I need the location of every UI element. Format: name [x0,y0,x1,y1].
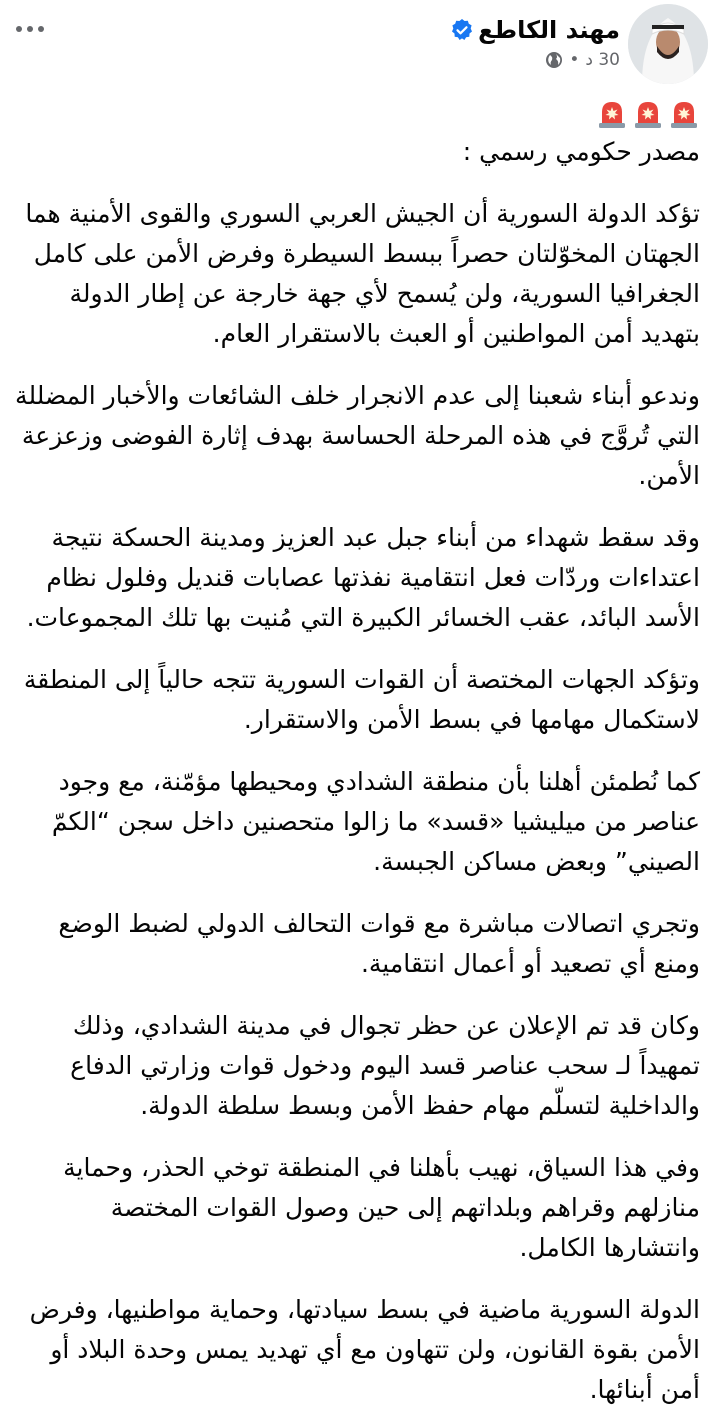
post-paragraph [20,904,700,984]
post-paragraph [20,1148,700,1268]
dot [27,26,33,32]
paragraph-line: الأمن بقوة القانون، ولن تتهاون مع أي تهديد يمس وحدة البلاد أو [50,1335,700,1364]
paragraph-line: لاستكمال مهامها في بسط الأمن والاستقرار. [243,705,700,734]
post-subtitle: مصدر حكومي رسمي : [462,137,700,166]
post-paragraph [20,1290,700,1410]
paragraph-line: الأسد البائد، عقب الخسائر الكبيرة التي مُنيت بها تلك المجموعات. [26,603,700,632]
meta-separator: • [569,50,580,70]
paragraph-line: والداخلية لتسلّم مهام حفظ الأمن وبسط سلطة الدولة. [140,1091,700,1120]
paragraph-line: وانتشارها الكامل. [519,1233,700,1262]
globe-icon [545,51,563,69]
post-paragraph [20,194,700,354]
paragraph-line: الجغرافيا السورية، ولن يُسمح لأي جهة خارجة عن إطار الدولة [69,279,700,308]
paragraph-line: الأمن. [638,461,700,490]
post-time[interactable]: 30 د [585,50,620,70]
police-siren-icon [632,98,664,130]
verified-badge-icon [450,18,474,42]
author-avatar[interactable] [628,4,708,84]
paragraph-line: كما نُطمئن أهلنا بأن منطقة الشدادي ومحيطها مؤمّنة، مع وجود [58,767,700,796]
post-header [0,0,720,90]
paragraph-line: ومنع أي تصعيد أو أعمال انتقامية. [360,949,700,978]
paragraph-line: أمن أبنائها. [589,1375,700,1404]
post-paragraph [20,660,700,740]
avatar-image [628,4,708,84]
paragraph-line: تؤكد الدولة السورية أن الجيش العربي السوري والقوى الأمنية هما [25,199,700,228]
post-meta [545,50,620,70]
paragraph-line: تمهيداً لـ سحب عناصر قسد اليوم ودخول قوات وزارتي الدفاع [70,1051,700,1080]
dot [38,26,44,32]
post-paragraph [15,376,700,496]
paragraph-line: وتجري اتصالات مباشرة مع قوات التحالف الدولي لضبط الوضع [58,909,700,938]
post-paragraphs [15,194,700,1410]
dot [16,26,22,32]
paragraph-line: وتؤكد الجهات المختصة أن القوات السورية تتجه حالياً إلى المنطقة [23,665,700,694]
siren-emojis [20,96,700,132]
paragraph-line: وفي هذا السياق، نهيب بأهلنا في المنطقة توخي الحذر، وحماية [63,1153,700,1182]
paragraph-line: التي تُروَّج في هذه المرحلة الحساسة بهدف إثارة الفوضى وزعزعة [21,421,700,450]
paragraph-line: الصيني” وبعض مساكن الجبسة. [373,847,700,876]
paragraph-line: وندعو أبناء شعبنا إلى عدم الانجرار خلف الشائعات والأخبار المضللة [15,381,700,410]
post-paragraph [20,762,700,882]
paragraph-line: وكان قد تم الإعلان عن حظر تجوال في مدينة الشدادي، وذلك [72,1011,700,1040]
author-name-row [450,16,620,44]
paragraph-line: وقد سقط شهداء من أبناء جبل عبد العزيز ومدينة الحسكة نتيجة [51,523,700,552]
paragraph-line: عناصر من ميليشيا «قسد» ما زالوا متحصنين داخل سجن “الكمّ [51,807,700,836]
post-paragraph [20,518,700,638]
paragraph-line: الجهتان المخوّلتان حصراً ببسط السيطرة وفرض الأمن على كامل [33,239,700,268]
police-siren-icon [596,98,628,130]
police-siren-icon [668,98,700,130]
paragraph-line: اعتداءات وردّات فعل انتقامية نفذتها عصابات قنديل وفلول نظام [46,563,700,592]
paragraph-line: منازلهم وقراهم وبلداتهم إلى حين وصول القوات المختصة [110,1193,700,1222]
post-paragraph [20,1006,700,1126]
paragraph-line: بتهديد أمن المواطنين أو العبث بالاستقرار العام. [212,319,700,348]
post-body [15,96,700,1410]
paragraph-line: الدولة السورية ماضية في بسط سيادتها، وحماية مواطنيها، وفرض [29,1295,700,1324]
more-options-button[interactable] [16,26,44,32]
author-name[interactable]: مهند الكاطع [478,16,620,44]
